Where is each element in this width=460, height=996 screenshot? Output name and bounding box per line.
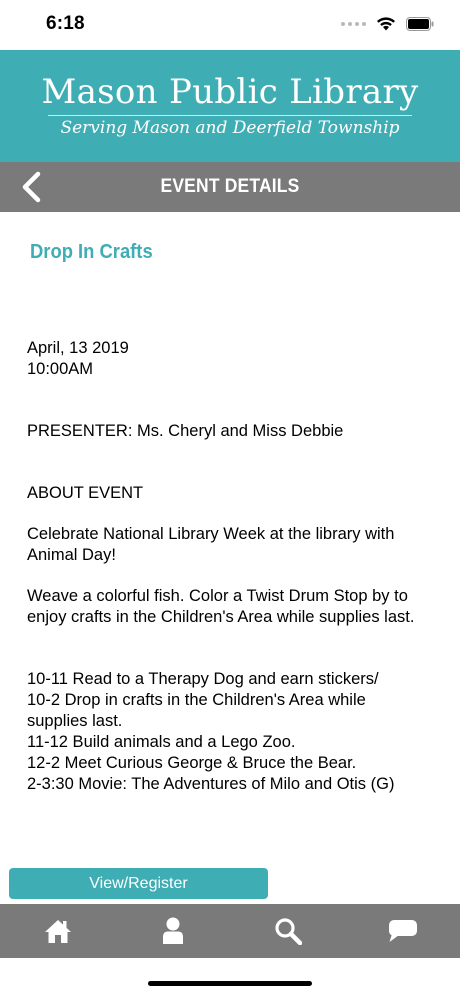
- status-time: 6:18: [46, 13, 85, 34]
- navigation-bar: [0, 162, 460, 212]
- event-presenter: PRESENTER: Ms. Cheryl and Miss Debbie: [27, 422, 344, 440]
- tab-home[interactable]: [0, 904, 115, 958]
- page-title: EVENT DETAILS: [160, 176, 300, 197]
- battery-icon: [406, 17, 434, 31]
- event-time: 10:00AM: [27, 360, 94, 378]
- bottom-tab-bar: [0, 904, 460, 958]
- library-title: Mason Public Library: [41, 72, 419, 112]
- schedule-line: 10-2 Drop in crafts in the Children's Area while: [27, 691, 366, 709]
- schedule-line: 2-3:30 Movie: The Adventures of Milo and Otis (G): [27, 775, 395, 793]
- schedule-line: supplies last.: [27, 712, 123, 730]
- event-schedule: [27, 669, 437, 795]
- status-bar: [0, 0, 460, 50]
- header-divider: [48, 115, 412, 116]
- back-button[interactable]: [16, 170, 50, 204]
- library-header: [0, 50, 460, 162]
- tab-search[interactable]: [230, 904, 345, 958]
- home-indicator: [148, 981, 312, 986]
- view-register-button[interactable]: View/Register: [9, 868, 268, 899]
- chevron-left-icon: [16, 170, 50, 204]
- about-event-heading: ABOUT EVENT: [27, 484, 144, 502]
- wifi-icon: [376, 16, 396, 31]
- tab-account[interactable]: [115, 904, 230, 958]
- search-icon: [274, 917, 302, 945]
- event-title: Drop In Crafts: [30, 241, 153, 263]
- status-icons: [341, 16, 434, 31]
- tab-chat[interactable]: [345, 904, 460, 958]
- home-icon: [44, 918, 72, 944]
- event-date: April, 13 2019: [27, 339, 129, 357]
- event-description-paragraph: Celebrate National Library Week at the library with Animal Day!: [27, 525, 395, 564]
- schedule-line: 12-2 Meet Curious George & Bruce the Bear.: [27, 754, 357, 772]
- library-subtitle: Serving Mason and Deerfield Township: [60, 118, 400, 138]
- schedule-line: 11-12 Build animals and a Lego Zoo.: [27, 733, 296, 751]
- chat-bubble-icon: [388, 918, 418, 944]
- signal-dots-icon: [341, 22, 366, 26]
- user-icon: [162, 917, 184, 945]
- event-description-paragraph: Weave a colorful fish. Color a Twist Drum Stop by to enjoy crafts in the Children's Area while supplies last.: [27, 587, 415, 626]
- schedule-line: 10-11 Read to a Therapy Dog and earn stickers/: [27, 670, 379, 688]
